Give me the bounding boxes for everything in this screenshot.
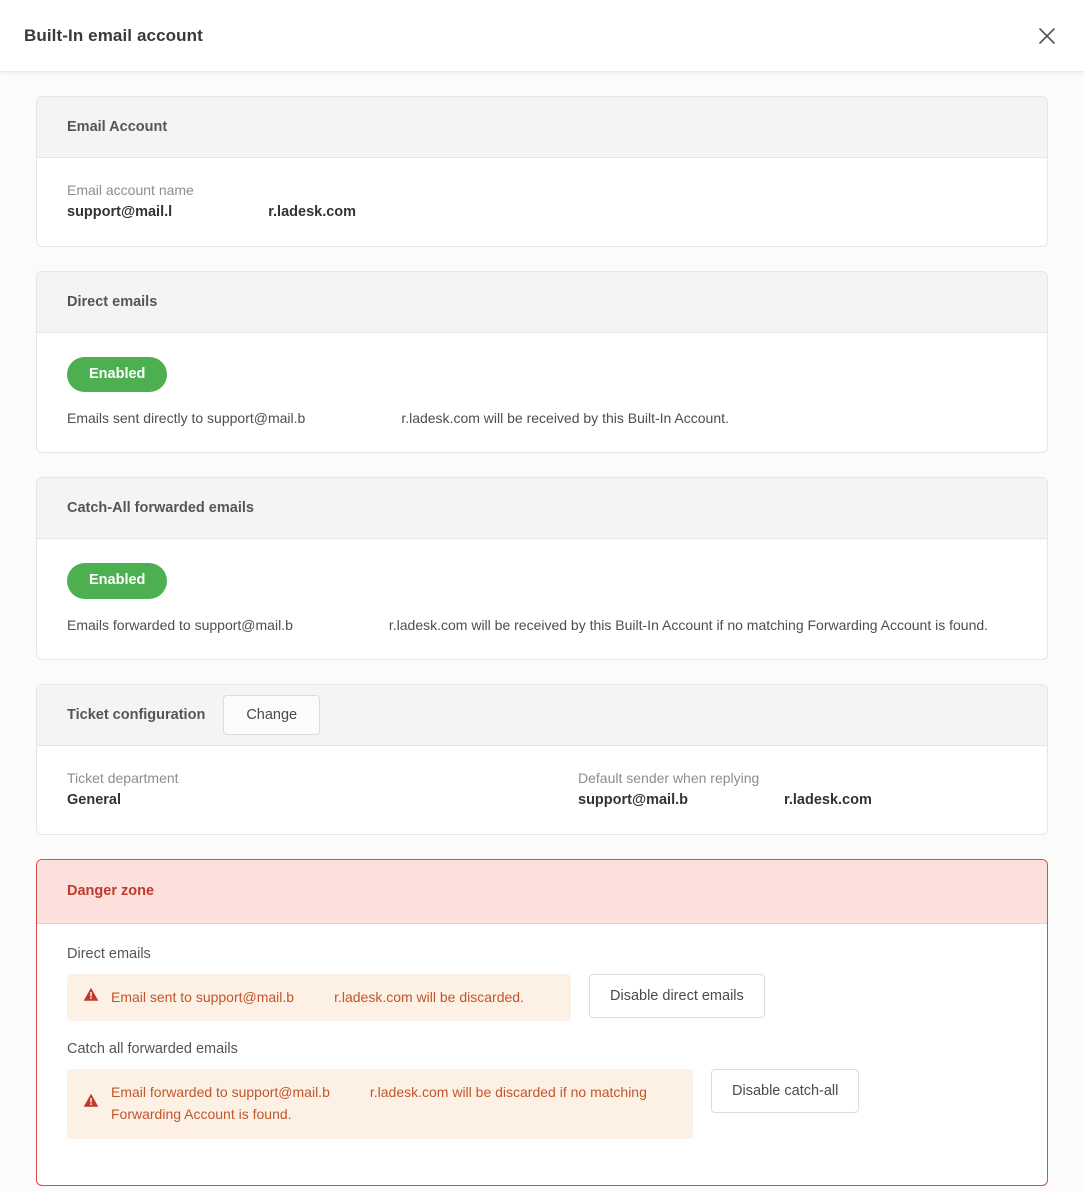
dialog-content — [0, 72, 1084, 1191]
catch-all-warning-suffix: r.ladesk.com will be discarded if no matching Forwarding Account is found. — [111, 1084, 647, 1123]
direct-emails-card-header — [37, 272, 1047, 333]
direct-emails-warning-text — [111, 987, 524, 1009]
email-account-name-value — [67, 204, 1017, 220]
email-account-title: Email Account — [67, 119, 168, 135]
close-icon[interactable] — [1032, 21, 1062, 51]
ticket-department-label: Ticket department — [67, 769, 179, 786]
email-account-name-label: Email account name — [67, 182, 194, 198]
default-sender-field — [542, 770, 1017, 808]
ticket-configuration-card-body — [37, 746, 1047, 834]
default-sender-value — [578, 792, 1017, 808]
ticket-department-value: General — [67, 791, 121, 808]
default-sender-suffix: r.ladesk.com — [784, 791, 872, 808]
direct-emails-card — [36, 271, 1048, 453]
change-ticket-configuration-button[interactable]: Change — [223, 695, 320, 735]
danger-direct-emails-label: Direct emails — [67, 945, 151, 962]
direct-emails-card-body — [37, 333, 1047, 452]
ticket-configuration-title: Ticket configuration — [67, 706, 206, 723]
danger-zone-title: Danger zone — [67, 883, 155, 900]
ticket-configuration-card — [36, 684, 1048, 835]
danger-catch-all-label: Catch all forwarded emails — [67, 1041, 238, 1058]
catch-all-card — [36, 477, 1048, 659]
catch-all-warning-prefix: Email forwarded to support@mail.b — [111, 1084, 330, 1101]
default-sender-prefix: support@mail.b — [578, 791, 689, 808]
direct-emails-warning — [67, 974, 571, 1022]
disable-direct-emails-button[interactable]: Disable direct emails — [589, 974, 765, 1018]
danger-zone-card — [36, 859, 1048, 1186]
danger-zone-body — [37, 924, 1047, 1185]
catch-all-description-prefix: Emails forwarded to support@mail.b — [67, 616, 293, 633]
direct-emails-title: Direct emails — [67, 294, 158, 310]
catch-all-card-body — [37, 539, 1047, 658]
warning-triangle-icon — [83, 987, 99, 1009]
catch-all-card-header — [37, 478, 1047, 539]
direct-emails-description-prefix: Emails sent directly to support@mail.b — [67, 410, 306, 427]
email-account-card-header — [37, 97, 1047, 158]
warning-triangle-icon — [83, 1093, 99, 1115]
direct-emails-description-suffix: r.ladesk.com will be received by this Built-In Account. — [401, 410, 729, 427]
direct-emails-toggle[interactable]: Enabled — [67, 357, 167, 392]
catch-all-warning — [67, 1069, 693, 1138]
default-sender-label: Default sender when replying — [578, 769, 760, 786]
catch-all-warning-text — [111, 1082, 677, 1125]
direct-emails-warning-prefix: Email sent to support@mail.b — [111, 988, 295, 1005]
catch-all-toggle[interactable]: Enabled — [67, 563, 167, 598]
email-account-card-body — [37, 158, 1047, 246]
email-account-name-prefix: support@mail.l — [67, 204, 173, 220]
dialog-titlebar — [0, 0, 1084, 72]
ticket-configuration-card-header — [37, 685, 1047, 746]
catch-all-description-suffix: r.ladesk.com will be received by this Built-In Account if no matching Forwarding Account is found. — [388, 616, 989, 633]
ticket-department-field — [67, 770, 542, 808]
direct-emails-description — [67, 410, 1017, 426]
email-account-name-suffix: r.ladesk.com — [268, 204, 357, 220]
disable-catch-all-button[interactable]: Disable catch-all — [711, 1069, 859, 1113]
catch-all-title: Catch-All forwarded emails — [67, 500, 254, 517]
direct-emails-warning-suffix: r.ladesk.com will be discarded. — [334, 988, 524, 1005]
email-account-card — [36, 96, 1048, 247]
page-title: Built-In email account — [24, 25, 203, 45]
catch-all-description — [67, 617, 1017, 633]
danger-zone-header — [37, 860, 1047, 924]
danger-direct-emails-row — [67, 974, 1017, 1022]
danger-catch-all-row — [67, 1069, 1017, 1138]
